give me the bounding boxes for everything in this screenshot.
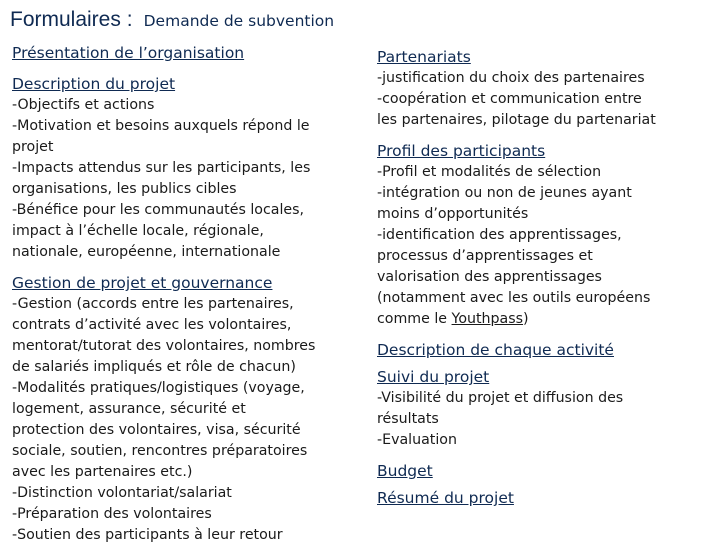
left-column bbox=[12, 42, 368, 546]
heading-resume: Résumé du projet bbox=[377, 489, 514, 507]
heading-budget: Budget bbox=[377, 462, 433, 480]
gestion-line: de salariés impliqués et rôle de chacun) bbox=[12, 359, 296, 375]
partenariats-line: -coopération et communication entre bbox=[377, 91, 642, 107]
profil-line: -intégration ou non de jeunes ayant bbox=[377, 185, 632, 201]
gestion-line: -Gestion (accords entre les partenaires, bbox=[12, 296, 294, 312]
description-line: -Bénéfice pour les communautés locales, bbox=[12, 202, 305, 218]
description-line: impact à l’échelle locale, régionale, bbox=[12, 223, 264, 239]
youthpass-link[interactable]: Youthpass bbox=[451, 311, 524, 327]
right-column bbox=[377, 42, 712, 509]
page-title bbox=[10, 8, 334, 32]
suivi-line: -Visibilité du projet et diffusion des bbox=[377, 390, 624, 406]
profil-line-last bbox=[377, 309, 712, 330]
gestion-line: sociale, soutien, rencontres préparatoires bbox=[12, 443, 308, 459]
profil-line: moins d’opportunités bbox=[377, 206, 529, 222]
heading-profil: Profil des participants bbox=[377, 142, 546, 160]
profil-last-prefix: comme le bbox=[377, 311, 452, 327]
profil-line: -identification des apprentissages, bbox=[377, 227, 622, 243]
description-line: -Impacts attendus sur les participants, les bbox=[12, 160, 311, 176]
suivi-line: -Evaluation bbox=[377, 432, 457, 448]
gestion-line: avec les partenaires etc.) bbox=[12, 464, 193, 480]
suivi-block bbox=[377, 388, 712, 451]
gestion-line: contrats d’activité avec les volontaires, bbox=[12, 317, 292, 333]
heading-chaque-activite: Description de chaque activité bbox=[377, 341, 614, 359]
gestion-line: protection des volontaires, visa, sécurité bbox=[12, 422, 301, 438]
profil-line: valorisation des apprentissages bbox=[377, 269, 602, 285]
gestion-line: -Soutien des participants à leur retour bbox=[12, 527, 283, 543]
description-block bbox=[12, 95, 368, 263]
description-line: -Objectifs et actions bbox=[12, 97, 155, 113]
description-line: nationale, européenne, internationale bbox=[12, 244, 281, 260]
profil-line: processus d’apprentissages et bbox=[377, 248, 593, 264]
gestion-line: mentorat/tutorat des volontaires, nombres bbox=[12, 338, 316, 354]
gestion-line: -Distinction volontariat/salariat bbox=[12, 485, 232, 501]
partenariats-line: -justification du choix des partenaires bbox=[377, 70, 645, 86]
description-line: -Motivation et besoins auxquels répond le bbox=[12, 118, 310, 134]
description-line: organisations, les publics cibles bbox=[12, 181, 237, 197]
profil-line: (notamment avec les outils européens bbox=[377, 290, 651, 306]
partenariats-line: les partenaires, pilotage du partenariat bbox=[377, 112, 656, 128]
gestion-line: logement, assurance, sécurité et bbox=[12, 401, 246, 417]
heading-gestion: Gestion de projet et gouvernance bbox=[12, 274, 273, 292]
gestion-line: -Modalités pratiques/logistiques (voyage, bbox=[12, 380, 305, 396]
profil-block bbox=[377, 162, 712, 330]
description-line: projet bbox=[12, 139, 54, 155]
heading-suivi: Suivi du projet bbox=[377, 368, 490, 386]
profil-last-suffix: ) bbox=[523, 311, 529, 327]
profil-line: -Profil et modalités de sélection bbox=[377, 164, 602, 180]
gestion-block bbox=[12, 294, 368, 546]
title-subtitle: Demande de subvention bbox=[143, 12, 335, 30]
title-main: Formulaires : bbox=[10, 8, 133, 31]
gestion-line: -Préparation des volontaires bbox=[12, 506, 212, 522]
heading-description: Description du projet bbox=[12, 75, 176, 93]
partenariats-block bbox=[377, 68, 712, 131]
heading-partenariats: Partenariats bbox=[377, 48, 471, 66]
suivi-line: résultats bbox=[377, 411, 439, 427]
heading-presentation: Présentation de l’organisation bbox=[12, 44, 245, 62]
